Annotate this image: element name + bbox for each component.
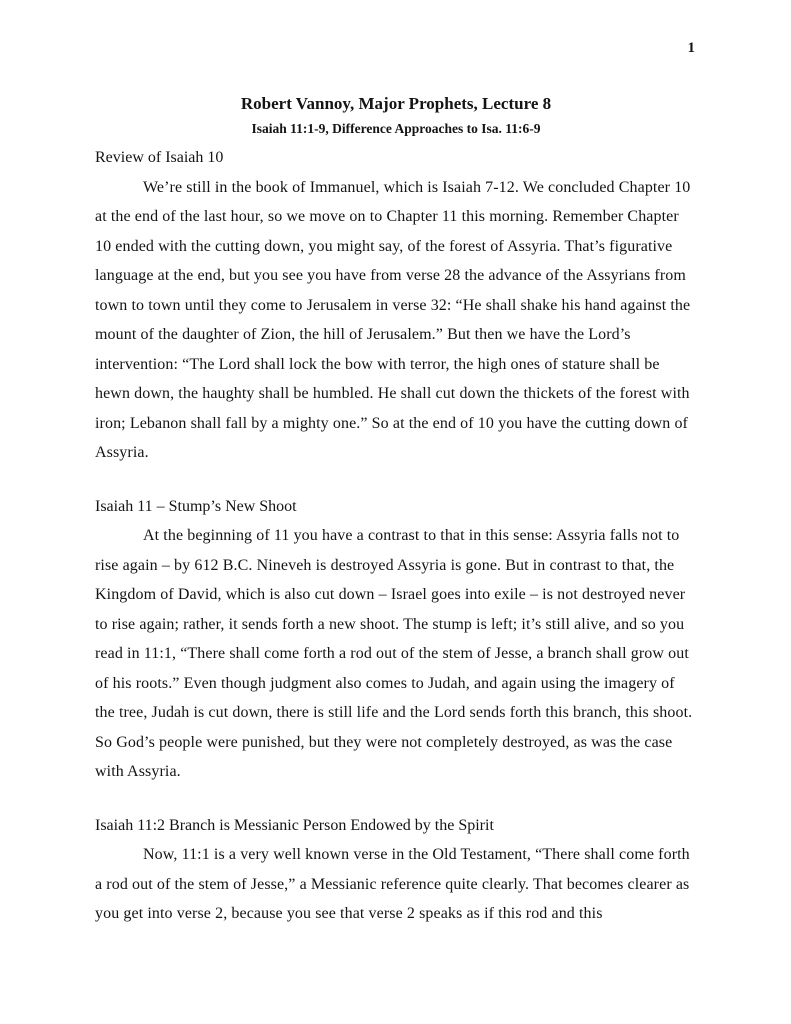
paragraph: We’re still in the book of Immanuel, which is Isaiah 7-12. We concluded Chapter 10 at the end of the last hour, so we move on to Chapter 11 this morning. Remember Chapter 10 ended with the cutting down, you might say, of the forest of Assyria. That’s figurative language at the end, but you see you have from verse 28 the advance of the Assyrians from town to town until they come to Jerusalem in verse 32: “He shall shake his hand against the mount of the daughter of Zion, the hill of Jerusalem.” But then we have the Lord’s intervention: “The Lord shall lock the bow with terror, the high ones of stature shall be hewn down, the haughty shall be humbled. He shall cut down the thickets of the forest with iron; Lebanon shall fall by a mighty one.” So at the end of 10 you have the cutting down of Assyria.	[95, 178, 691, 461]
section-heading: Isaiah 11:2 Branch is Messianic Person Endowed by the Spirit	[95, 816, 494, 834]
paragraph: Now, 11:1 is a very well known verse in the Old Testament, “There shall come forth a rod out of the stem of Jesse,” a Messianic reference quite clearly. That becomes clearer as you get into verse 2, because you see that verse 2 speaks as if this rod and this	[95, 846, 690, 922]
document-subtitle: Isaiah 11:1-9, Difference Approaches to Isa. 11:6-9	[251, 121, 541, 136]
paragraph: At the beginning of 11 you have a contrast to that in this sense: Assyria falls not to rise again – by 612 B.C. Nineveh is destroyed Assyria is gone. But in contrast to that, the Kingdom of David, which is also cut down – Israel goes into exile – is not destroyed never to rise again; rather, it sends forth a new shoot. The stump is left; it’s still alive, and so you read in 11:1, “There shall come forth a rod out of the stem of Jesse, a branch shall grow out of his roots.” Even though judgment also comes to Judah, and again using the imagery of the tree, Judah is cut down, there is still life and the Lord sends forth this branch, this shoot. So God’s people were punished, but they were not completely destroyed, as was the case with Assyria.	[95, 527, 693, 780]
page-number: 1	[687, 40, 695, 56]
section-heading: Isaiah 11 – Stump’s New Shoot	[95, 497, 297, 515]
document-title: Robert Vannoy, Major Prophets, Lecture 8	[240, 94, 552, 113]
section	[95, 492, 697, 787]
section-heading: Review of Isaiah 10	[95, 149, 224, 166]
section	[95, 811, 697, 929]
